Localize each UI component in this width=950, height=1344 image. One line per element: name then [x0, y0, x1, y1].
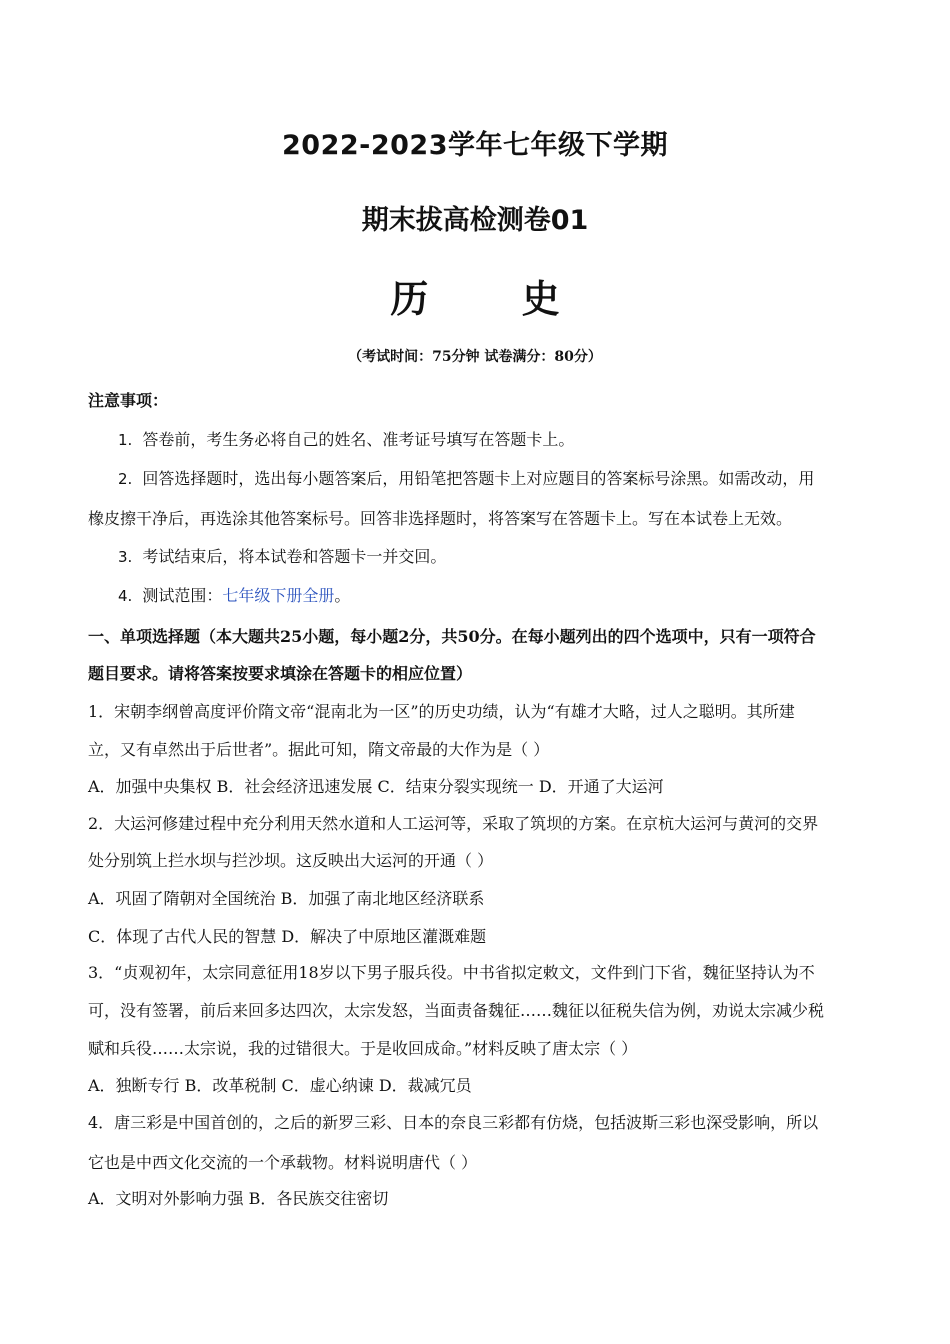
question-4-line: 4．唐三彩是中国首创的，之后的新罗三彩、日本的奈良三彩都有仿烧，包括波斯三彩也深受影响，所以 — [88, 1113, 819, 1132]
notice-text: 测试范围： — [142, 586, 223, 605]
scope-link[interactable]: 七年级下册全册 — [222, 586, 335, 605]
notice-item-3 — [118, 544, 898, 567]
notice-text: 。 — [334, 586, 351, 605]
notice-item-1 — [118, 427, 898, 450]
notice-num: 1. — [118, 431, 133, 449]
question-2-options: A．巩固了隋朝对全国统治 B．加强了南北地区经济联系 — [88, 889, 485, 908]
question-1-line: 立，又有卓然出于后世者”。据此可知，隋文帝最的大作为是（ ） — [88, 740, 550, 759]
notice-text: 回答选择题时，选出每小题答案后，用铅笔把答题卡上对应题目的答案标号涂黑。如需改动，用 — [142, 469, 815, 488]
question-4-line: 它也是中西文化交流的一个承载物。材料说明唐代（ ） — [88, 1153, 478, 1172]
exam-info: （考试时间：75分钟 试卷满分：80分） — [348, 349, 602, 365]
question-1-line: 1．宋朝李纲曾高度评价隋文帝“混南北为一区”的历史功绩，认为“有雄才大略，过人之聪明。其所建 — [88, 702, 795, 721]
notice-text: 考试结束后，将本试卷和答题卡一并交回。 — [142, 547, 447, 566]
question-3-line: 3．“贞观初年，太宗同意征用18岁以下男子服兵役。中书省拟定敕文，文件到门下省，魏征坚持认为不 — [88, 963, 815, 982]
notice-heading: 注意事项： — [88, 391, 169, 410]
exam-title-year: 2022-2023学年七年级下学期 — [282, 130, 668, 161]
notice-item-2-cont: 橡皮擦干净后，再选涂其他答案标号。回答非选择题时，将答案写在答题卡上。写在本试卷上无效。 — [88, 509, 793, 528]
exam-title-name: 期末拔高检测卷01 — [361, 205, 589, 236]
notice-text: 答卷前，考生务必将自己的姓名、准考证号填写在答题卡上。 — [142, 430, 575, 449]
exam-subject: 历 史 — [390, 277, 600, 321]
notice-num: 3. — [118, 548, 133, 566]
question-3-line: 赋和兵役……太宗说，我的过错很大。于是收回成命。”材料反映了唐太宗（ ） — [88, 1039, 638, 1058]
question-2-options: C．体现了古代人民的智慧 D．解决了中原地区灌溉难题 — [88, 927, 487, 946]
notice-item-4 — [118, 583, 898, 606]
notice-num: 2. — [118, 470, 133, 488]
notice-item-2 — [118, 466, 898, 489]
question-3-line: 可，没有签署，前后来回多达四次，太宗发怒，当面责备魏征……魏征以征税失信为例，劝说太宗减少税 — [88, 1001, 825, 1020]
section-heading: 一、单项选择题（本大题共25小题，每小题2分，共50分。在每小题列出的四个选项中，只有一项符合 — [88, 627, 816, 646]
question-1-options: A．加强中央集权 B．社会经济迅速发展 C．结束分裂实现统一 D．开通了大运河 — [88, 777, 664, 796]
notice-num: 4. — [118, 587, 133, 605]
section-heading-cont: 题目要求。请将答案按要求填涂在答题卡的相应位置） — [88, 664, 473, 683]
question-2-line: 2．大运河修建过程中充分利用天然水道和人工运河等，采取了筑坝的方案。在京杭大运河与黄河的交界 — [88, 814, 819, 833]
question-2-line: 处分别筑上拦水坝与拦沙坝。这反映出大运河的开通（ ） — [88, 851, 494, 870]
question-4-options: A．文明对外影响力强 B．各民族交往密切 — [88, 1189, 389, 1208]
question-3-options: A．独断专行 B．改革税制 C．虚心纳谏 D．裁减冗员 — [88, 1076, 472, 1095]
